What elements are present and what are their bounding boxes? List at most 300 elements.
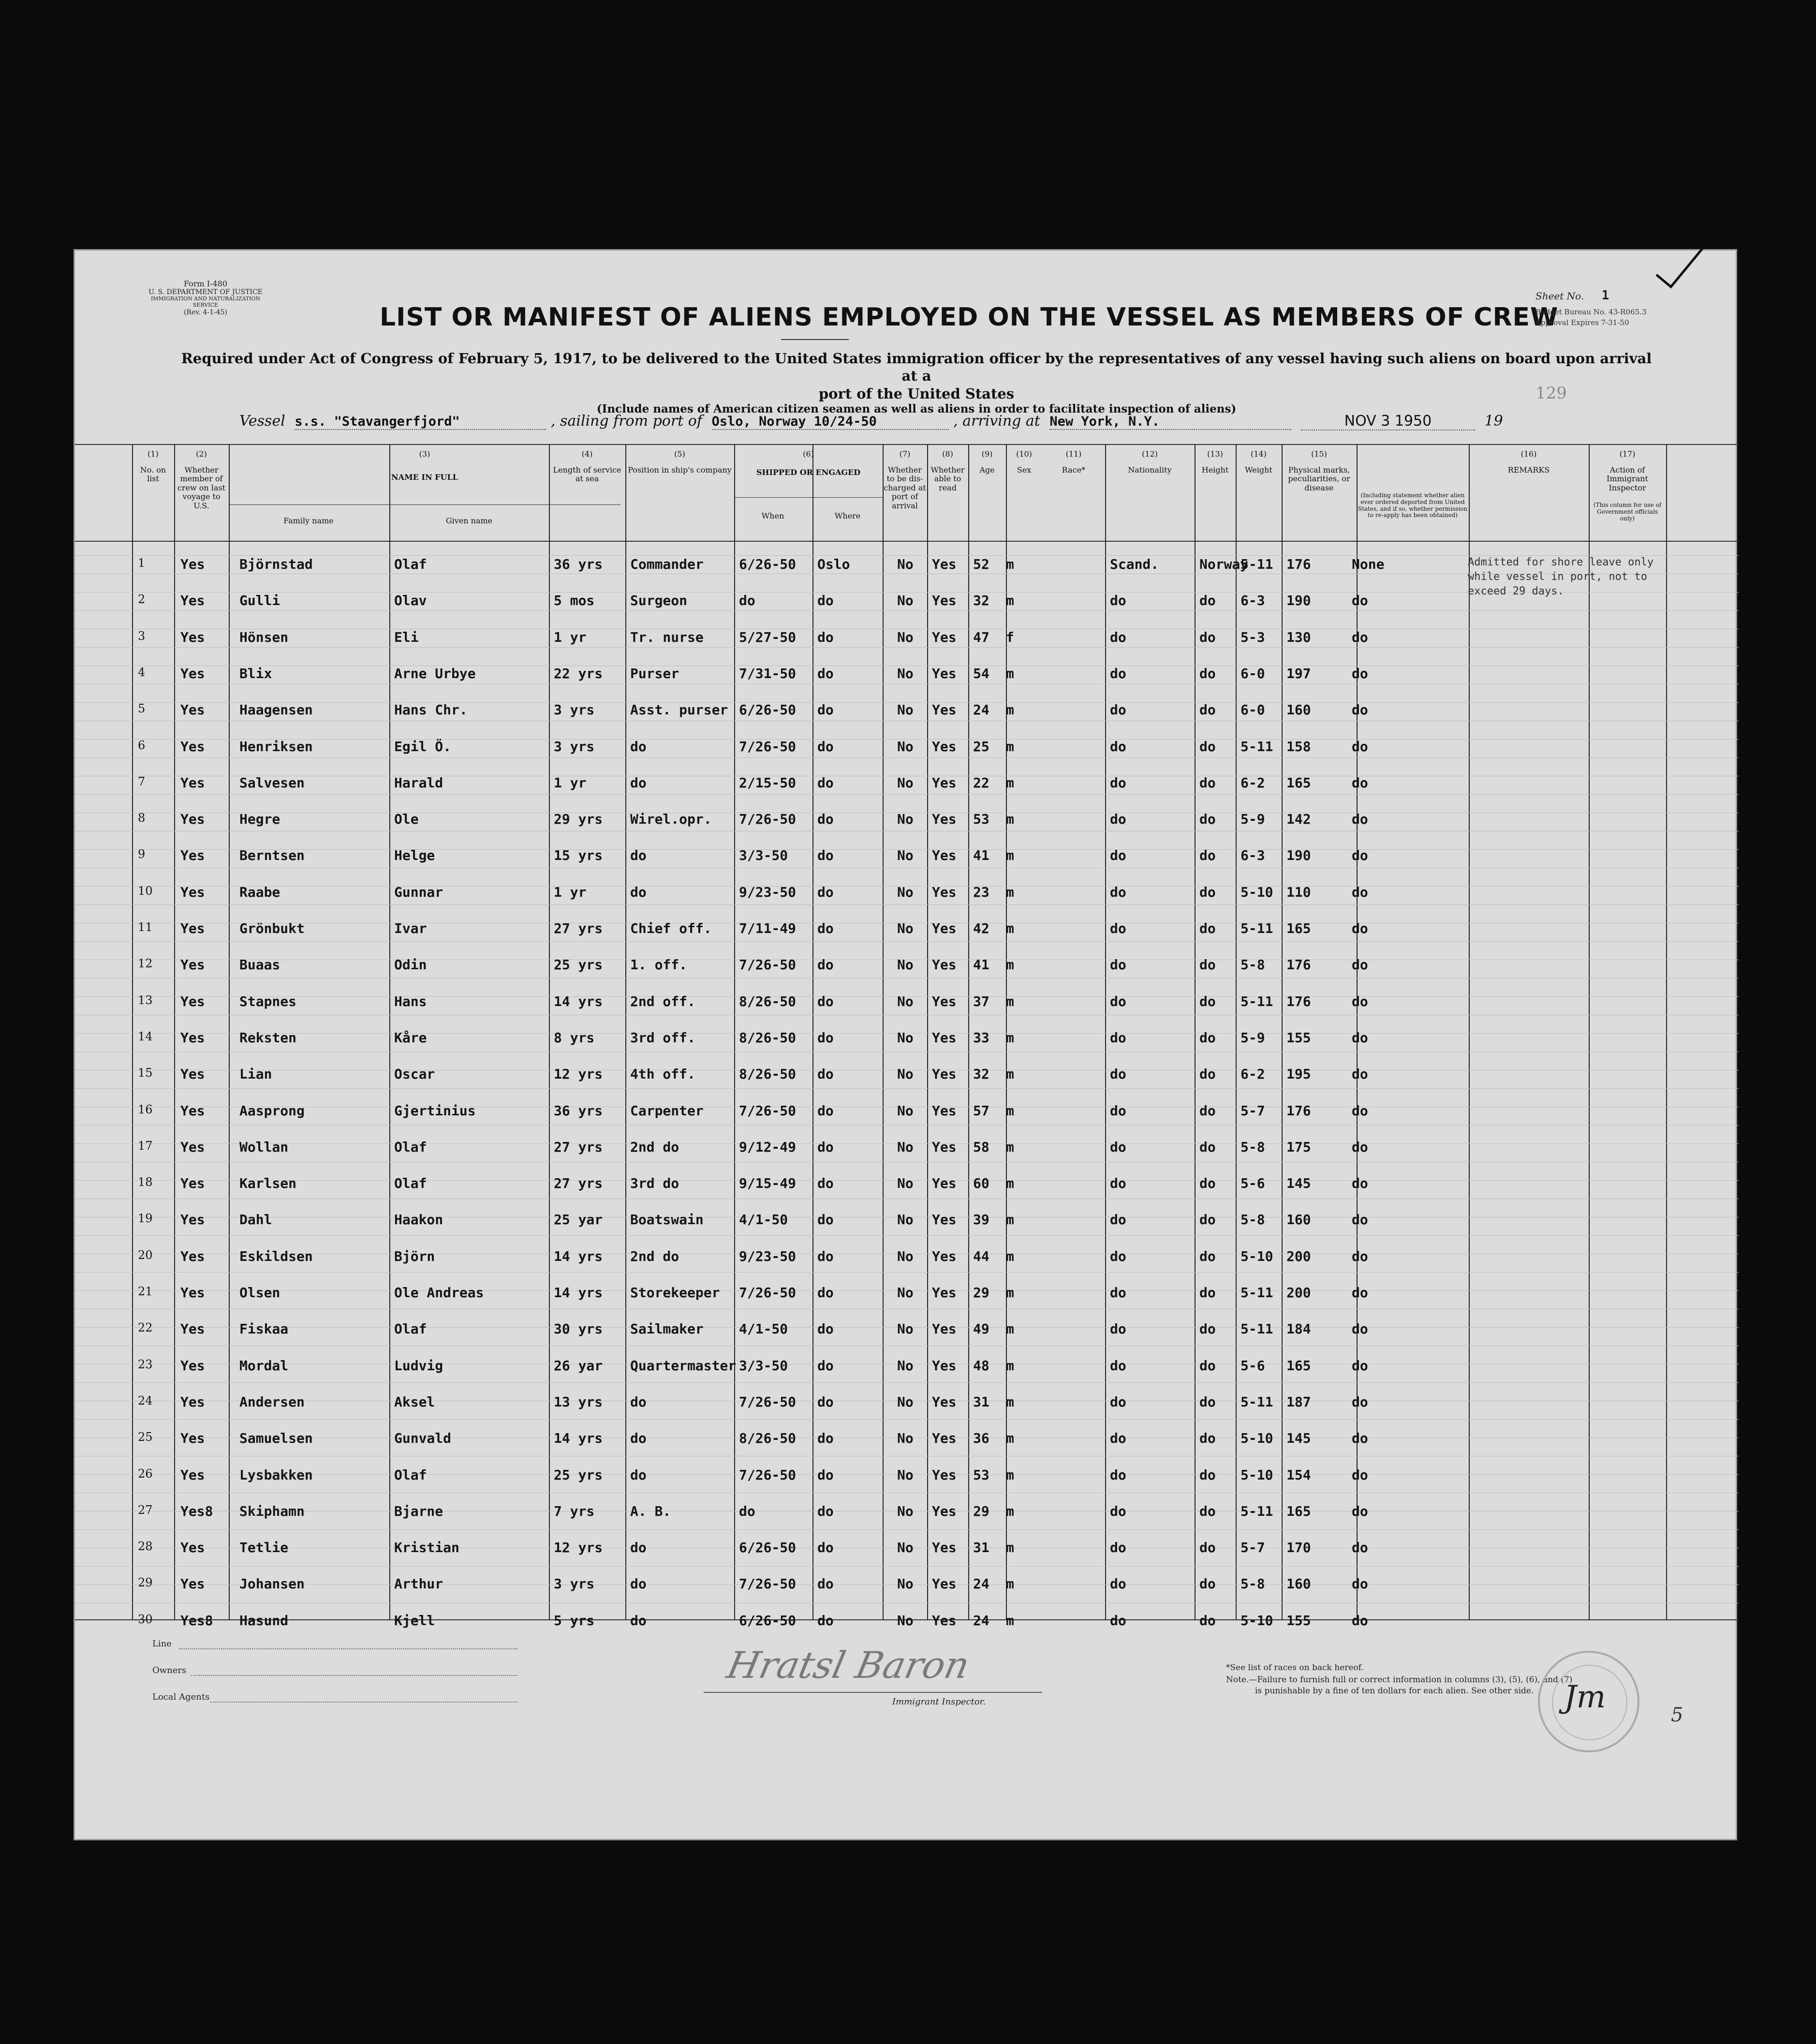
cell-crew: Yes [180, 774, 205, 791]
cell-given: Gunnar [394, 884, 443, 900]
cell-marks: do [1352, 1576, 1368, 1592]
cell-position: do [630, 774, 647, 791]
cell-where: do [817, 1212, 834, 1228]
col15-header: Physical marks, peculiarities, or disease [1288, 466, 1350, 492]
cell-when: 9/15-49 [739, 1175, 797, 1192]
cell-service: 5 yrs [554, 1612, 595, 1629]
table-row [75, 1430, 1739, 1450]
cell-age: 47 [973, 629, 989, 645]
cell-weight: 158 [1286, 738, 1311, 755]
cell-when: 4/1-50 [739, 1321, 788, 1337]
cell-race: do [1110, 1357, 1126, 1374]
cell-where: do [817, 702, 834, 718]
cell-age: 29 [973, 1503, 989, 1519]
cell-age: 22 [973, 774, 989, 791]
cell-nat: do [1199, 957, 1216, 973]
cell-family: Stapnes [239, 993, 297, 1009]
cell-when: 3/3-50 [739, 847, 788, 864]
col17-number: (17) [1619, 450, 1636, 459]
cell-race: do [1110, 665, 1126, 681]
cell-disch: No [897, 702, 914, 718]
cell-where: do [817, 1102, 834, 1119]
sailing-label: , sailing from port of [550, 413, 702, 430]
cell-family: Dahl [239, 1212, 272, 1228]
cell-crew: Yes [180, 1029, 205, 1046]
cell-height: 6-2 [1240, 1066, 1265, 1082]
table-row [75, 1540, 1739, 1559]
cell-when: 7/26-50 [739, 811, 797, 828]
cell-age: 48 [973, 1357, 989, 1374]
cell-height: 5-6 [1240, 1175, 1265, 1192]
table-row [75, 1066, 1739, 1085]
cell-height: 6-0 [1240, 665, 1265, 681]
cell-read: Yes [932, 1139, 957, 1155]
table-row [75, 847, 1739, 867]
cell-where: do [817, 1540, 834, 1556]
cell-where: do [817, 1139, 834, 1155]
cell-disch: No [897, 847, 914, 864]
cell-family: Hasund [239, 1612, 289, 1629]
cell-crew: Yes8 [180, 1503, 213, 1519]
penalty-note: Note.—Failure to furnish full or correct information in columns (3), (5), (6), and (7) [1226, 1675, 1573, 1685]
cell-marks: do [1352, 665, 1368, 681]
cell-age: 24 [973, 1612, 989, 1629]
cell-read: Yes [932, 1248, 957, 1264]
col3-number: (3) [419, 450, 430, 459]
cell-position: Surgeon [630, 592, 688, 609]
cell-when: 5/27-50 [739, 629, 797, 645]
cell-marks: do [1352, 592, 1368, 609]
cell-when: 6/26-50 [739, 556, 797, 572]
cell-marks: do [1352, 847, 1368, 864]
cell-disch: No [897, 1321, 914, 1337]
page-mark: 5 [1671, 1704, 1683, 1726]
penalty-note-cont: is punishable by a fine of ten dollars for each alien. See other side. [1255, 1686, 1534, 1696]
cell-given: Björn [394, 1248, 435, 1264]
cell-disch: No [897, 774, 914, 791]
cell-read: Yes [932, 1066, 957, 1082]
cell-family: Henriksen [239, 738, 313, 755]
cell-no: 21 [138, 1285, 153, 1298]
cell-read: Yes [932, 847, 957, 864]
cell-height: 5-3 [1240, 629, 1265, 645]
col4-number: (4) [581, 450, 593, 459]
inspector-label: Immigrant Inspector. [892, 1697, 986, 1707]
cell-position: Carpenter [630, 1102, 704, 1119]
cell-position: do [630, 1576, 647, 1592]
cell-given: Hans Chr. [394, 702, 468, 718]
col16-sub: (Including statement whether alien ever ordered deported from United States, and if so, whether permission to re-apply has been obtained) [1358, 492, 1468, 519]
col14-number: (14) [1251, 450, 1267, 459]
subtitle-line1: Required under Act of Congress of February 5, 1917, to be delivered to the United States immigration officer by the representatives of any vessel having such aliens on board upon arrival at a [181, 350, 1652, 385]
cell-family: Eskildsen [239, 1248, 313, 1264]
cell-height: 5-10 [1240, 1466, 1273, 1483]
cell-height: 5-7 [1240, 1540, 1265, 1556]
cell-no: 11 [138, 920, 153, 934]
cell-nat: do [1199, 1066, 1216, 1082]
cell-read: Yes [932, 993, 957, 1009]
cell-when: 7/26-50 [739, 1576, 797, 1592]
cell-service: 27 yrs [554, 1139, 603, 1155]
cell-age: 54 [973, 665, 989, 681]
col1-header: No. on list [140, 466, 166, 484]
cell-race: do [1110, 1321, 1126, 1337]
cell-race: do [1110, 811, 1126, 828]
cell-disch: No [897, 1430, 914, 1447]
cell-marks: do [1352, 1102, 1368, 1119]
cell-service: 26 yar [554, 1357, 603, 1374]
cell-family: Aasprong [239, 1102, 305, 1119]
cell-given: Harald [394, 774, 443, 791]
arriving-label: , arriving at [953, 413, 1040, 430]
table-row [75, 993, 1739, 1013]
cell-weight: 200 [1286, 1285, 1311, 1301]
cell-race: do [1110, 774, 1126, 791]
cell-sex: m [1006, 702, 1014, 718]
cell-race: do [1110, 957, 1126, 973]
cell-crew: Yes [180, 629, 205, 645]
cell-nat: do [1199, 1139, 1216, 1155]
table-row [75, 957, 1739, 976]
cell-disch: No [897, 1248, 914, 1264]
cell-family: Samuelsen [239, 1430, 313, 1447]
cell-sex: m [1006, 1357, 1014, 1374]
cell-no: 29 [138, 1576, 153, 1590]
cell-height: 5-10 [1240, 1248, 1273, 1264]
cell-nat: do [1199, 1102, 1216, 1119]
cell-read: Yes [932, 957, 957, 973]
revision: (Rev. 4-1-45) [184, 308, 227, 316]
cell-position: do [630, 1540, 647, 1556]
cell-where: do [817, 1393, 834, 1410]
cell-marks: do [1352, 1466, 1368, 1483]
cell-sex: m [1006, 1430, 1014, 1447]
table-row [75, 1394, 1739, 1413]
cell-family: Raabe [239, 884, 281, 900]
table-row [75, 1321, 1739, 1340]
cell-service: 3 yrs [554, 1576, 595, 1592]
cell-when: 8/26-50 [739, 1430, 797, 1447]
cell-marks: do [1352, 993, 1368, 1009]
cell-nat: do [1199, 1285, 1216, 1301]
cell-sex: m [1006, 1576, 1014, 1592]
cell-position: Tr. nurse [630, 629, 704, 645]
cell-marks: do [1352, 1139, 1368, 1155]
cell-read: Yes [932, 592, 957, 609]
cell-position: 3rd off. [630, 1029, 695, 1046]
col16-header: REMARKS [1507, 466, 1550, 474]
table-row [75, 884, 1739, 904]
cell-marks: do [1352, 884, 1368, 900]
cell-crew: Yes [180, 811, 205, 828]
table-row [75, 1175, 1739, 1195]
cell-position: 2nd do [630, 1139, 679, 1155]
col4-header: Length of service at sea [553, 466, 621, 484]
cell-where: do [817, 884, 834, 900]
cell-crew: Yes [180, 957, 205, 973]
cell-given: Haakon [394, 1212, 443, 1228]
cell-where: do [817, 629, 834, 645]
cell-read: Yes [932, 1321, 957, 1337]
cell-marks: do [1352, 1248, 1368, 1264]
cell-weight: 197 [1286, 665, 1311, 681]
col6-number: (6) [803, 450, 814, 459]
cell-disch: No [897, 1285, 914, 1301]
col8-number: (8) [942, 450, 953, 459]
cell-weight: 165 [1286, 920, 1311, 936]
cell-height: 5-11 [1240, 993, 1273, 1009]
cell-given: Gjertinius [394, 1102, 476, 1119]
cell-read: Yes [932, 1466, 957, 1483]
cell-no: 3 [138, 629, 146, 643]
cell-crew: Yes [180, 1357, 205, 1374]
cell-no: 1 [138, 556, 146, 570]
cell-weight: 160 [1286, 1212, 1311, 1228]
col12-header: Nationality [1128, 466, 1172, 474]
cell-disch: No [897, 1540, 914, 1556]
cell-given: Olaf [394, 1175, 427, 1192]
cell-age: 41 [973, 957, 989, 973]
cell-service: 15 yrs [554, 847, 603, 864]
cell-given: Olaf [394, 1466, 427, 1483]
cell-marks: do [1352, 1540, 1368, 1556]
cell-where: do [817, 738, 834, 755]
col3b-header: Given name [445, 517, 493, 525]
cell-weight: 110 [1286, 884, 1311, 900]
vessel-name: s.s. "Stavangerfjord" [295, 414, 546, 430]
cell-height: 6-2 [1240, 774, 1265, 791]
cell-race: Scand. [1110, 556, 1159, 572]
cell-when: 2/15-50 [739, 774, 797, 791]
col6-header: SHIPPED OR ENGAGED [756, 468, 861, 477]
cell-when: 6/26-50 [739, 1612, 797, 1629]
ruled-line [75, 904, 1739, 905]
cell-race: do [1110, 1248, 1126, 1264]
cell-where: do [817, 1066, 834, 1082]
cell-where: do [817, 1321, 834, 1337]
stamp-initials: Jm [1564, 1679, 1606, 1715]
cell-marks: do [1352, 702, 1368, 718]
cell-disch: No [897, 665, 914, 681]
cell-age: 53 [973, 1466, 989, 1483]
cell-nat: do [1199, 811, 1216, 828]
cell-where: do [817, 847, 834, 864]
cell-given: Arthur [394, 1576, 443, 1592]
cell-nat: do [1199, 774, 1216, 791]
cell-disch: No [897, 1212, 914, 1228]
cell-nat: do [1199, 1393, 1216, 1410]
footer-line-label: Line [152, 1639, 172, 1649]
crew-table [75, 444, 1739, 1629]
cell-where: do [817, 957, 834, 973]
cell-nat: Norway [1199, 556, 1249, 572]
cell-no: 19 [138, 1212, 153, 1226]
cell-sex: m [1006, 1612, 1014, 1629]
cell-crew: Yes [180, 702, 205, 718]
cell-race: do [1110, 1175, 1126, 1192]
cell-weight: 165 [1286, 1503, 1311, 1519]
cell-nat: do [1199, 1576, 1216, 1592]
cell-position: do [630, 1466, 647, 1483]
col5-number: (5) [674, 450, 685, 459]
cell-where: do [817, 1503, 834, 1519]
cell-age: 37 [973, 993, 989, 1009]
table-row [75, 1358, 1739, 1377]
cell-read: Yes [932, 1430, 957, 1447]
cell-crew: Yes [180, 1139, 205, 1155]
cell-sex: m [1006, 1248, 1014, 1264]
cell-crew: Yes [180, 592, 205, 609]
cell-no: 14 [138, 1029, 153, 1043]
cell-age: 25 [973, 738, 989, 755]
cell-age: 57 [973, 1102, 989, 1119]
cell-nat: do [1199, 1612, 1216, 1629]
cell-where: do [817, 1357, 834, 1374]
cell-marks: do [1352, 1503, 1368, 1519]
cell-family: Mordal [239, 1357, 289, 1374]
cell-disch: No [897, 811, 914, 828]
year-label: 19 [1484, 413, 1503, 430]
cell-marks: do [1352, 1285, 1368, 1301]
cell-service: 25 yar [554, 1212, 603, 1228]
cell-height: 6-0 [1240, 702, 1265, 718]
cell-nat: do [1199, 629, 1216, 645]
cell-nat: do [1199, 1503, 1216, 1519]
cell-family: Björnstad [239, 556, 313, 572]
cell-family: Skiphamn [239, 1503, 305, 1519]
cell-disch: No [897, 1612, 914, 1629]
cell-disch: No [897, 1175, 914, 1192]
cell-sex: m [1006, 1466, 1014, 1483]
table-row [75, 702, 1739, 721]
col10-header: Sex [1017, 466, 1032, 474]
cell-no: 6 [138, 738, 146, 752]
cell-disch: No [897, 1102, 914, 1119]
cell-family: Grönbukt [239, 920, 305, 936]
cell-race: do [1110, 702, 1126, 718]
cell-sex: m [1006, 1393, 1014, 1410]
cell-disch: No [897, 1393, 914, 1410]
cell-height: 5-10 [1240, 1430, 1273, 1447]
cell-family: Berntsen [239, 847, 305, 864]
cell-age: 39 [973, 1212, 989, 1228]
cell-height: 5-11 [1240, 1503, 1273, 1519]
cell-where: do [817, 1576, 834, 1592]
cell-height: 5-9 [1240, 1029, 1265, 1046]
cell-age: 49 [973, 1321, 989, 1337]
cell-marks: do [1352, 957, 1368, 973]
cell-race: do [1110, 1029, 1126, 1046]
cell-service: 3 yrs [554, 738, 595, 755]
manifest-sheet [74, 249, 1737, 1840]
cell-no: 22 [138, 1321, 153, 1335]
cell-age: 29 [973, 1285, 989, 1301]
cell-nat: do [1199, 993, 1216, 1009]
cell-weight: 176 [1286, 993, 1311, 1009]
ruled-line [75, 1382, 1739, 1383]
cell-sex: m [1006, 1029, 1014, 1046]
cell-service: 36 yrs [554, 1102, 603, 1119]
table-row [75, 1576, 1739, 1595]
cell-when: 8/26-50 [739, 1066, 797, 1082]
cell-nat: do [1199, 738, 1216, 755]
cell-given: Arne Urbye [394, 665, 476, 681]
col7-number: (7) [899, 450, 911, 459]
cell-no: 26 [138, 1466, 153, 1481]
cell-given: Eli [394, 629, 419, 645]
table-row [75, 1467, 1739, 1486]
cell-weight: 130 [1286, 629, 1311, 645]
subtitle-line2: port of the United States [818, 385, 1015, 402]
cell-crew: Yes [180, 1102, 205, 1119]
table-row [75, 629, 1739, 649]
cell-race: do [1110, 1503, 1126, 1519]
ruled-line [75, 1529, 1739, 1530]
cell-sex: m [1006, 957, 1014, 973]
col11-header: Race* [1062, 466, 1086, 474]
vessel-label: Vessel [239, 413, 285, 430]
cell-race: do [1110, 629, 1126, 645]
cell-sex: m [1006, 1503, 1014, 1519]
cell-disch: No [897, 884, 914, 900]
cell-given: Olav [394, 592, 427, 609]
cell-crew: Yes [180, 738, 205, 755]
table-row [75, 1613, 1739, 1632]
cell-no: 15 [138, 1066, 153, 1080]
cell-position: do [630, 884, 647, 900]
cell-height: 5-8 [1240, 1212, 1265, 1228]
cell-age: 33 [973, 1029, 989, 1046]
cell-family: Lysbakken [239, 1466, 313, 1483]
cell-crew: Yes [180, 847, 205, 864]
cell-where: do [817, 1029, 834, 1046]
cell-when: do [739, 1503, 755, 1519]
col11-number: (11) [1065, 450, 1082, 459]
cell-given: Ole Andreas [394, 1285, 484, 1301]
stamp-number: 129 [1535, 384, 1567, 403]
cell-marks: do [1352, 1321, 1368, 1337]
ruled-line [75, 1125, 1739, 1126]
cell-sex: m [1006, 920, 1014, 936]
cell-race: do [1110, 884, 1126, 900]
cell-family: Karlsen [239, 1175, 297, 1192]
table-row [75, 1503, 1739, 1523]
cell-position: 2nd do [630, 1248, 679, 1264]
cell-weight: 142 [1286, 811, 1311, 828]
cell-service: 14 yrs [554, 1248, 603, 1264]
cell-sex: m [1006, 774, 1014, 791]
departure-port: Oslo, Norway 10/24-50 [712, 414, 949, 430]
col3a-header: Family name [283, 517, 334, 525]
cell-race: do [1110, 738, 1126, 755]
cell-weight: 160 [1286, 702, 1311, 718]
cell-read: Yes [932, 702, 957, 718]
cell-nat: do [1199, 1248, 1216, 1264]
col13-header: Height [1201, 466, 1229, 474]
cell-race: do [1110, 1576, 1126, 1592]
cell-sex: m [1006, 1321, 1014, 1337]
cell-position: 2nd off. [630, 993, 695, 1009]
subtitle [172, 350, 1661, 416]
cell-read: Yes [932, 556, 957, 572]
cell-when: 9/23-50 [739, 884, 797, 900]
cell-given: Oscar [394, 1066, 435, 1082]
cell-position: 4th off. [630, 1066, 695, 1082]
cell-position: do [630, 1612, 647, 1629]
cell-weight: 176 [1286, 957, 1311, 973]
cell-sex: m [1006, 1212, 1014, 1228]
cell-sex: m [1006, 1285, 1014, 1301]
